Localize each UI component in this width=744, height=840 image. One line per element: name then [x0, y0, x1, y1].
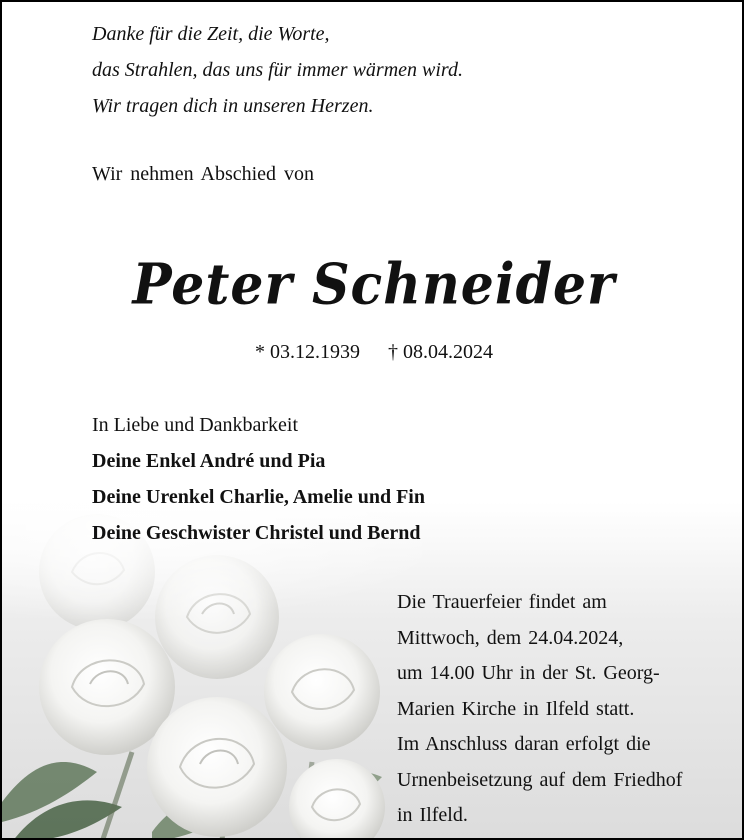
birth-date: * 03.12.1939: [255, 341, 360, 363]
ceremony-line: um 14.00 Uhr in der St. Georg-: [397, 662, 660, 684]
death-date: † 08.04.2024: [388, 341, 493, 363]
ceremony-line: in Ilfeld.: [397, 804, 468, 826]
ceremony-line: Mittwoch, dem 24.04.2024,: [397, 626, 624, 649]
family-line: Deine Geschwister Christel und Bernd: [92, 522, 421, 544]
poem-line: das Strahlen, das uns für immer wärmen wird.: [92, 59, 463, 81]
life-dates: [2, 336, 744, 368]
poem-line: Danke für die Zeit, die Worte,: [92, 23, 330, 45]
deceased-name: Peter Schneider: [132, 251, 616, 318]
family-line: Deine Urenkel Charlie, Amelie und Fin: [92, 486, 425, 508]
ceremony-line: Marien Kirche in Ilfeld statt.: [397, 697, 635, 720]
ceremony-line: Im Anschluss daran erfolgt die: [397, 733, 651, 755]
ceremony-line: Urnenbeisetzung auf dem Friedhof: [397, 768, 683, 791]
poem: [92, 16, 463, 124]
white-roses-image: [2, 502, 422, 840]
family-opening: In Liebe und Dankbarkeit: [92, 414, 299, 436]
family-signatures: [92, 407, 425, 551]
poem-line: Wir tragen dich in unseren Herzen.: [92, 95, 374, 117]
intro-text: Wir nehmen Abschied von: [92, 163, 315, 185]
ceremony-info: [397, 585, 682, 834]
family-line: Deine Enkel André und Pia: [92, 450, 326, 472]
ceremony-line: Die Trauerfeier findet am: [397, 591, 607, 613]
